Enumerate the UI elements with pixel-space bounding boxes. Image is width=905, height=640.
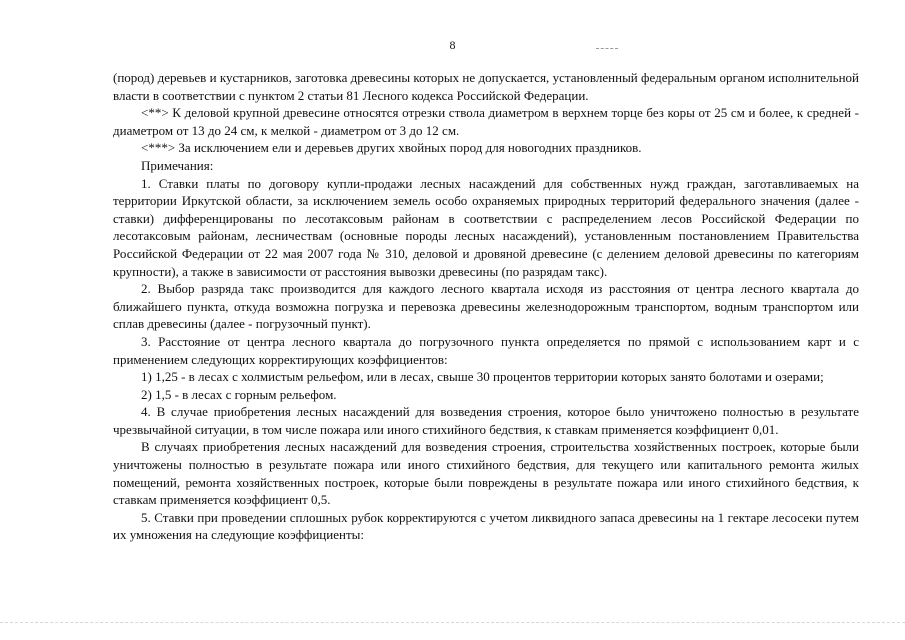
notes-heading: Примечания: <box>141 157 214 173</box>
footnote-triple-star: <***> За исключением ели и деревьев других хвойных пород для новогодних праздников. <box>141 140 642 156</box>
footnote-double-star: <**> К деловой крупной древесине относятся отрезки ствола диаметром в верхнем торце без коры от 25 см и более, к средней - диаметром от 13 до 24 см, к мелкой - диаметром от 3 до 12 см. <box>113 105 859 138</box>
note-3-item-2: 2) 1,5 - в лесах с горным рельефом. <box>141 386 337 402</box>
note-3-item-1: 1) 1,25 - в лесах с холмистым рельефом, или в лесах, свыше 30 процентов территории которых занято болотами и озерами; <box>141 369 824 385</box>
page-number: 8 <box>449 38 456 52</box>
note-4: 4. В случае приобретения лесных насаждений для возведения строения, которое было уничтожено полностью в результате чрезвычайной ситуации, в том числе пожара или иного стихийного бедствия, к ставкам применяется коэффициент 0,01. <box>113 404 859 437</box>
note-1: 1. Ставки платы по договору купли-продажи лесных насаждений для собственных нужд граждан, заготавливаемых на территории Иркутской области, за исключением земель особо охраняемых природных территорий федерального значения (далее - ставки) дифференцированы по лесотаксовым районам в соответствии с распределением лесов Российской Федерации по лесотаксовым районам, лесничествам (основные породы лесных насаждений), установленным постановлением Правительства Российской Федерации от 22 мая 2007 года № 310, деловой и дровяной древесине (с делением деловой древесины по категориям крупности), а также в зависимости от расстояния вывозки древесины (по разрядам такс). <box>113 175 859 279</box>
scan-edge <box>0 622 905 624</box>
note-3: 3. Расстояние от центра лесного квартала до погрузочного пункта определяется по прямой с использованием карт и с применением следующих корректирующих коэффициентов: <box>113 333 859 367</box>
note-5: 5. Ставки при проведении сплошных рубок корректируются с учетом ликвидного запаса древесины на 1 гектаре лесосеки путем их умножения на следующие коэффициенты: <box>113 509 859 543</box>
scan-mark <box>596 48 618 50</box>
note-2: 2. Выбор разряда такс производится для каждого лесного квартала исходя из расстояния от центра лесного квартала до ближайшего пункта, откуда возможна погрузка и перевозка древесины железнодорожным транспортом, водным транспортом или сплав древесины (далее - погрузочный пункт). <box>113 281 859 332</box>
note-4-continuation: В случаях приобретения лесных насаждений для возведения строения, строительства хозяйственных построек, которые были уничтожены полностью в результате пожара или иного стихийного бедствия, для текущего или капитального ремонта жилых помещений, ремонта хозяйственных построек, которые были повреждены в результате пожара или иного стихийного бедствия, к ставкам применяется коэффициент 0,5. <box>113 439 859 508</box>
paragraph-continuation: (пород) деревьев и кустарников, заготовка древесины которых не допускается, установленный федеральным органом исполнительной власти в соответствии с пунктом 2 статьи 81 Лесного кодекса Российской Федерации. <box>113 70 859 103</box>
document-body <box>113 69 859 544</box>
